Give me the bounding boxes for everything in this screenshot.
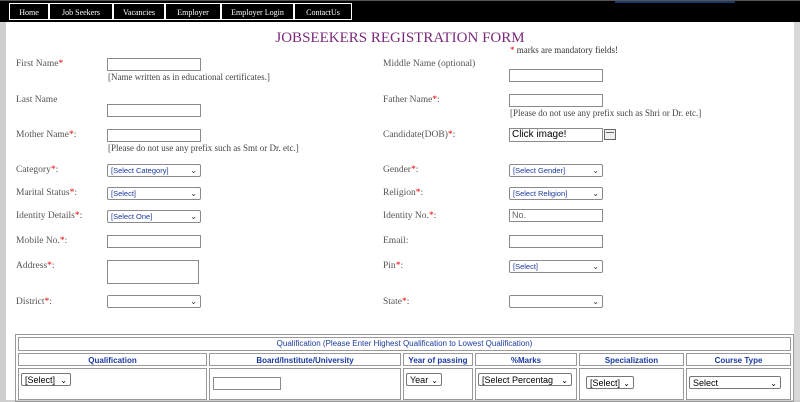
religion-select[interactable]: [Select Religion] ⌄ <box>509 187 603 200</box>
state-select[interactable] <box>509 295 603 308</box>
identity-details-label: Identity Details*: <box>16 211 83 221</box>
dob-label: Candidate(DOB)*: <box>383 130 456 140</box>
header-year: Year of passing <box>403 353 473 366</box>
form-title: JOBSEEKERS REGISTRATION FORM <box>275 30 525 46</box>
identity-no-label: Identity No.*: <box>383 211 437 221</box>
district-select[interactable] <box>107 295 201 308</box>
mobile-label: Mobile No.*: <box>16 236 68 246</box>
page-scrollbar[interactable] <box>794 22 800 400</box>
nav-home[interactable]: Home <box>9 3 49 20</box>
header-marks: %Marks <box>475 353 577 366</box>
chevron-down-icon: ⌄ <box>190 166 197 175</box>
marital-status-label: Marital Status*: <box>16 188 77 198</box>
marks-select[interactable]: [Select Percentag ⌄ <box>478 373 572 386</box>
cell-specialization <box>579 368 684 400</box>
chevron-down-icon: ⌄ <box>190 212 197 221</box>
marital-status-select[interactable]: [Select] ⌄ <box>107 187 201 200</box>
year-select[interactable]: Year ⌄ <box>406 373 442 386</box>
mother-name-hint: [Please do not use any prefix such as Smt or Dr. etc.] <box>108 143 299 153</box>
category-label: Category*: <box>16 165 59 175</box>
cell-qualification <box>18 368 207 400</box>
cell-marks <box>475 368 577 400</box>
middle-name-input[interactable] <box>509 69 603 82</box>
father-name-input[interactable] <box>509 94 603 107</box>
chevron-down-icon: ⌄ <box>431 376 438 385</box>
religion-label: Religion*: <box>383 188 424 198</box>
chevron-down-icon: ⌄ <box>592 166 599 175</box>
qualification-select[interactable]: [Select] ⌄ <box>21 373 71 386</box>
first-name-hint: [Name written as in educational certificates.] <box>108 72 270 82</box>
email-label: Email: <box>383 236 409 246</box>
gender-label: Gender*: <box>383 165 419 175</box>
nav-accent <box>615 1 735 3</box>
nav-job-seekers[interactable]: Job Seekers <box>49 3 113 20</box>
header-course-type: Course Type <box>686 353 791 366</box>
cell-course-type <box>686 368 791 400</box>
chevron-down-icon: ⌄ <box>60 376 67 385</box>
first-name-label: First Name* <box>16 59 64 69</box>
nav-contact-us[interactable]: ContactUs <box>294 3 352 20</box>
board-input[interactable] <box>213 377 281 390</box>
gender-select[interactable]: [Select Gender] ⌄ <box>509 164 603 177</box>
middle-name-label: Middle Name (optional) <box>383 59 476 69</box>
chevron-down-icon: ⌄ <box>561 376 568 385</box>
chevron-down-icon: ⌄ <box>770 379 777 388</box>
cell-year <box>403 368 473 400</box>
chevron-down-icon: ⌄ <box>623 379 630 388</box>
pin-label: Pin*: <box>383 261 404 271</box>
mother-name-input[interactable] <box>107 129 201 142</box>
pin-select[interactable]: [Select] ⌄ <box>509 260 603 273</box>
address-label: Address*: <box>16 261 55 271</box>
mandatory-note: * marks are mandatory fields! <box>510 45 618 55</box>
chevron-down-icon: ⌄ <box>592 297 599 306</box>
mobile-input[interactable] <box>107 235 201 248</box>
district-label: District*: <box>16 297 52 307</box>
header-qualification: Qualification <box>18 353 207 366</box>
course-type-select[interactable]: Select ⌄ <box>689 376 781 389</box>
dob-input[interactable]: Click image! <box>509 128 603 142</box>
qualification-table <box>15 334 794 402</box>
father-name-label: Father Name*: <box>383 95 440 105</box>
top-nav <box>0 0 800 22</box>
specialization-select[interactable]: [Select] ⌄ <box>586 376 634 389</box>
cell-board <box>209 368 401 400</box>
nav-employer-login[interactable]: Employer Login <box>221 3 294 20</box>
first-name-input[interactable] <box>107 58 201 71</box>
address-textarea[interactable] <box>107 260 199 284</box>
mother-name-label: Mother Name*: <box>16 130 77 140</box>
last-name-input[interactable] <box>107 104 201 117</box>
identity-no-input[interactable]: No. <box>509 209 603 222</box>
state-label: State*: <box>383 297 410 307</box>
chevron-down-icon: ⌄ <box>592 262 599 271</box>
calendar-icon[interactable] <box>604 129 616 140</box>
header-board: Board/Institute/University <box>209 353 401 366</box>
qualification-caption: Qualification (Please Enter Highest Qualification to Lowest Qualification) <box>18 337 791 351</box>
nav-vacancies[interactable]: Vacancies <box>113 3 165 20</box>
chevron-down-icon: ⌄ <box>190 297 197 306</box>
last-name-label: Last Name <box>16 95 58 105</box>
category-select[interactable]: [Select Category] ⌄ <box>107 164 201 177</box>
father-name-hint: [Please do not use any prefix such as Shri or Dr. etc.] <box>510 108 702 118</box>
header-specialization: Specialization <box>579 353 684 366</box>
chevron-down-icon: ⌄ <box>592 189 599 198</box>
registration-page <box>6 22 794 400</box>
chevron-down-icon: ⌄ <box>190 189 197 198</box>
nav-employer[interactable]: Employer <box>165 3 221 20</box>
email-input[interactable] <box>509 235 603 248</box>
identity-details-select[interactable]: [Select One] ⌄ <box>107 210 201 223</box>
